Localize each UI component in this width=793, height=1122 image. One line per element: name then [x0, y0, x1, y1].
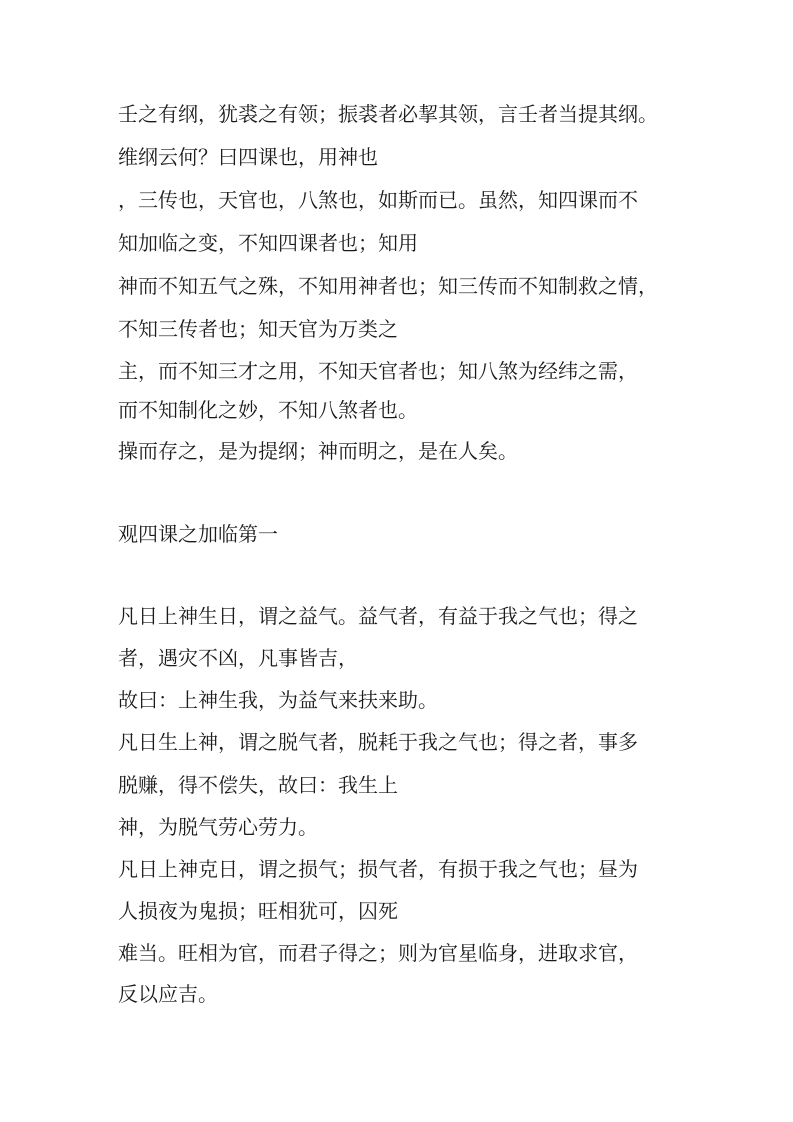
preface-line: 操而存之，是为提纲；神而明之，是在人矣。 [118, 439, 518, 463]
section-line: 人损夜为鬼损；旺相犹可，囚死 [118, 899, 398, 923]
preface-line: ，三传也，天官也，八煞也，如斯而已。虽然，知四课而不 [118, 188, 638, 212]
section-line: 难当。旺相为官，而君子得之；则为官星临身，进取求官， [118, 941, 638, 965]
section-line: 凡日上神生日，谓之益气。益气者，有益于我之气也；得之 [118, 604, 638, 628]
section-heading: 观四课之加临第一 [118, 522, 278, 546]
section-line: 反以应吉。 [118, 982, 218, 1006]
section-line: 脱赚，得不偿失，故曰：我生上 [118, 773, 398, 797]
preface-line: 而不知制化之妙，不知八煞者也。 [118, 398, 418, 422]
section-line: 凡日上神克日，谓之损气；损气者，有损于我之气也；昼为 [118, 857, 638, 881]
section-line: 神，为脱气劳心劳力。 [118, 815, 318, 839]
preface-line: 主，而不知三才之用，不知天官者也；知八煞为经纬之需， [118, 359, 638, 383]
preface-line: 不知三传者也；知天官为万类之 [118, 317, 398, 341]
preface-line: 神而不知五气之殊，不知用神者也；知三传而不知制救之情， [118, 274, 658, 298]
preface-line: 知加临之变，不知四课者也；知用 [118, 231, 418, 255]
section-line: 者，遇灾不凶，凡事皆吉， [118, 646, 358, 670]
preface-line: 壬之有纲，犹裘之有领；振裘者必挈其领，言壬者当提其纲。 [118, 102, 658, 126]
section-line: 故曰：上神生我，为益气来扶来助。 [118, 688, 438, 712]
section-line: 凡日生上神，谓之脱气者，脱耗于我之气也；得之者，事多 [118, 730, 638, 754]
preface-line: 维纲云何？曰四课也，用神也 [118, 145, 378, 169]
